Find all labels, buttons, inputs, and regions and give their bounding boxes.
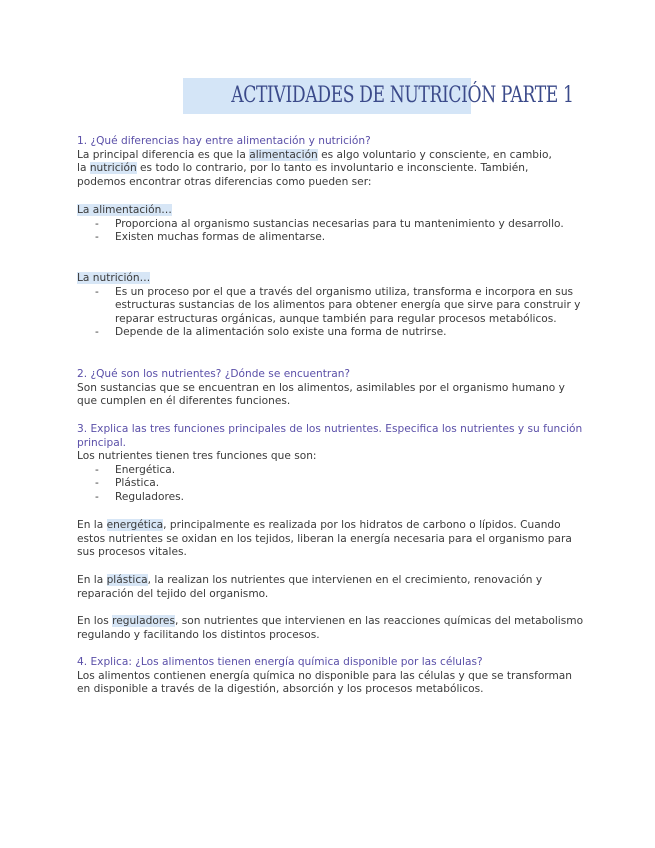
reguladores-paragraph [77,615,587,642]
answer-1-line-2 [77,162,587,176]
paragraph-text: En la [77,574,107,586]
answer-4: Los alimentos contienen energía química no disponible para las células y que se transforman en disponible a través de la digestión, absorción y los procesos metabólicos. [77,669,573,696]
paragraph-text: , la realizan los nutrientes que intervienen en el crecimiento, renovación y reparación del tejido del organismo. [77,574,543,600]
list-item: - Proporciona al organismo sustancias necesarias para tu mantenimiento y desarrollo. [115,218,587,232]
list-item: - Plástica. [115,477,587,491]
paragraph-text: , son nutrientes que intervienen en las reacciones químicas del metabolismo regulando y facilitando los distintos procesos. [77,615,584,641]
answer-3-intro: Los nutrientes tienen tres funciones que son: [77,450,317,463]
paragraph-text: , principalmente es realizada por los hidratos de carbono o lípidos. Cuando estos nutrientes se oxidan en los tejidos, liberan la energía necesaria para el organismo para sus procesos vitales. [77,519,572,559]
functions-list [77,464,587,505]
highlight-plastica: plástica [106,574,148,586]
list-item: - Existen muchas formas de alimentarse. [115,231,587,245]
answer-1-text-c: la [77,162,90,175]
list-item: - Depende de la alimentación solo existe una forma de nutrirse. [115,326,587,340]
alimentacion-list [77,218,587,245]
highlight-alimentacion: alimentación [249,148,318,161]
energetica-paragraph [77,519,587,560]
question-3: 3. Explica las tres funciones principales de los nutrientes. Especifica los nutrientes y su función principal. [77,423,583,449]
alimentacion-heading: La alimentación… [77,204,172,216]
question-2-section [77,368,587,409]
plastica-paragraph [77,574,587,601]
question-4: 4. Explica: ¿Los alimentos tienen energía química disponible por las células? [77,656,483,668]
answer-1-text-a: La principal diferencia es que la [77,148,250,161]
answer-1-text-d: es todo lo contrario, por lo tanto es involuntario e inconsciente. También, [136,162,529,175]
answer-1-text-b: es algo voluntario y consciente, en cambio, [317,148,552,161]
highlight-nutricion: nutrición [89,162,137,175]
question-3-section [77,423,587,505]
answer-1-line-1 [77,149,587,163]
nutricion-heading: La nutrición… [77,272,151,284]
question-1: 1. ¿Qué diferencias hay entre alimentación y nutrición? [77,135,371,147]
alimentacion-section [77,204,587,245]
paragraph-text: En la [77,519,107,531]
title-banner [183,78,574,114]
nutricion-section [77,272,587,340]
nutricion-list [77,286,587,340]
answer-1-line-3: podemos encontrar otras diferencias como pueden ser: [77,175,372,188]
list-item: - Reguladores. [115,491,587,505]
question-2: 2. ¿Qué son los nutrientes? ¿Dónde se encuentran? [77,368,351,380]
question-1-section [77,135,587,189]
list-item: - Energética. [115,464,587,478]
highlight-energetica: energética [106,519,164,531]
highlight-reguladores: reguladores [112,615,175,627]
list-item: - Es un proceso por el que a través del organismo utiliza, transforma e incorpora en sus estructuras sustancias de los alimentos para obtener energía que sirve para construir y reparar estructuras orgánicas, aunque también para regular procesos metabólicos. [115,286,587,327]
answer-2: Son sustancias que se encuentran en los alimentos, asimilables por el organismo humano y que cumplen en él diferentes funciones. [77,381,565,408]
question-4-section [77,656,587,697]
paragraph-text: En los [77,615,113,627]
page-title: ACTIVIDADES DE NUTRICIÓN PARTE 1 [231,83,574,108]
